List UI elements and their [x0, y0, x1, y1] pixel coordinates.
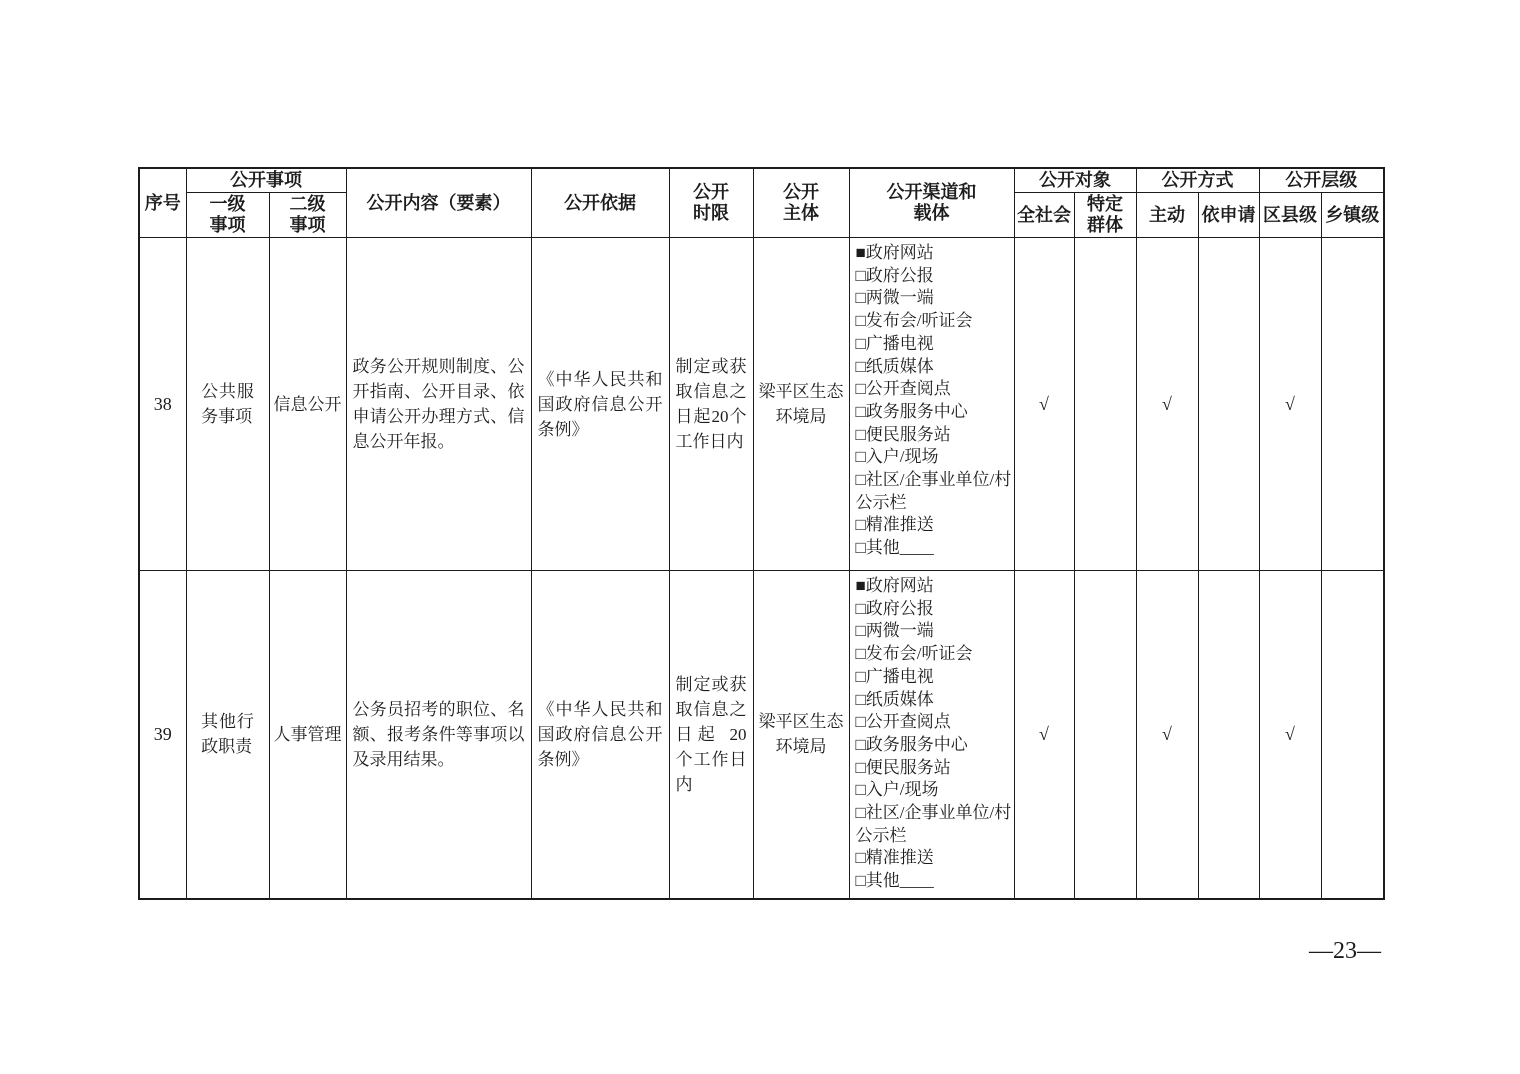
header-subject: 公开主体 — [753, 168, 849, 238]
basis-cell: 《中华人民共和国政府信息公开条例》 — [531, 238, 669, 571]
channel-checkbox-item: ■政府网站 — [855, 576, 934, 595]
table-row-38 — [139, 238, 1384, 571]
subject-cell: 梁平区生态环境局 — [753, 571, 849, 899]
disclosure-table — [138, 167, 1385, 900]
header-method-group: 公开方式 — [1136, 168, 1259, 193]
header-level-township: 乡镇级 — [1321, 193, 1384, 238]
header-channels: 公开渠道和载体 — [849, 168, 1014, 238]
channel-checkbox-item: ■政府网站 — [855, 243, 934, 262]
header-target-group: 公开对象 — [1014, 168, 1136, 193]
channel-checkbox-item: □纸质媒体 — [855, 356, 934, 376]
channel-checkbox-item: □社区/企事业单位/村公示栏 — [855, 470, 1012, 512]
channel-checkbox-item: □精准推送 — [855, 515, 934, 535]
level-district-check-cell: √ — [1259, 238, 1321, 571]
header-level-group: 公开层级 — [1259, 168, 1384, 193]
channel-checkbox-item: □公开查阅点 — [855, 379, 951, 399]
header-basis: 公开依据 — [531, 168, 669, 238]
header-serial: 序号 — [139, 168, 186, 238]
content-cell: 政务公开规则制度、公开指南、公开目录、依申请公开办理方式、信息公开年报。 — [346, 238, 531, 571]
header-method-on-request: 依申请 — [1198, 193, 1259, 238]
level2-item-cell: 人事管理 — [269, 571, 346, 899]
channel-checkbox-item: □精准推送 — [855, 848, 934, 868]
channel-checkbox-item: □公开查阅点 — [855, 712, 951, 732]
header-level2-item: 二级事项 — [269, 193, 346, 238]
channels-cell — [849, 571, 1014, 899]
header-level-district: 区县级 — [1259, 193, 1321, 238]
header-content: 公开内容（要素） — [346, 168, 531, 238]
channel-checkbox-item: □政府公报 — [855, 598, 934, 618]
basis-cell: 《中华人民共和国政府信息公开条例》 — [531, 571, 669, 899]
time-limit-cell: 制定或获取信息之日起20个工作日内 — [669, 238, 753, 571]
channel-checkbox-item: □两微一端 — [855, 288, 934, 308]
level-township-check-cell — [1321, 571, 1384, 899]
channel-checkbox-item: □其他____ — [855, 871, 934, 891]
method-on-request-check-cell — [1198, 571, 1259, 899]
method-active-check-cell: √ — [1136, 571, 1198, 899]
channel-checkbox-item: □政务服务中心 — [855, 401, 968, 421]
page-number: —23— — [1309, 938, 1381, 964]
target-specific-check-cell — [1074, 238, 1136, 571]
channel-checkbox-item: □广播电视 — [855, 666, 934, 686]
level-township-check-cell — [1321, 238, 1384, 571]
channel-checkbox-item: □其他____ — [855, 538, 934, 558]
level1-item-cell: 其他行政职责 — [186, 571, 269, 899]
level-district-check-cell: √ — [1259, 571, 1321, 899]
channel-checkbox-item: □纸质媒体 — [855, 689, 934, 709]
channel-checkbox-item: □便民服务站 — [855, 424, 951, 444]
channel-checkbox-item: □发布会/听证会 — [855, 644, 973, 664]
header-method-active: 主动 — [1136, 193, 1198, 238]
channels-cell — [849, 238, 1014, 571]
target-all-check-cell: √ — [1014, 238, 1074, 571]
method-active-check-cell: √ — [1136, 238, 1198, 571]
serial-cell: 39 — [139, 571, 186, 899]
channel-checkbox-item: □政务服务中心 — [855, 734, 968, 754]
table-row-39 — [139, 571, 1384, 899]
channel-checkbox-item: □入户/现场 — [855, 780, 939, 800]
channel-checkbox-item: □便民服务站 — [855, 757, 951, 777]
level1-item-cell: 公共服务事项 — [186, 238, 269, 571]
content-cell: 公务员招考的职位、名额、报考条件等事项以及录用结果。 — [346, 571, 531, 899]
channel-checkbox-item: □广播电视 — [855, 333, 934, 353]
target-specific-check-cell — [1074, 571, 1136, 899]
header-disclosure-item-group: 公开事项 — [186, 168, 346, 193]
channel-checkbox-item: □社区/企事业单位/村公示栏 — [855, 803, 1012, 845]
channel-checkbox-item: □两微一端 — [855, 621, 934, 641]
serial-cell: 38 — [139, 238, 186, 571]
header-target-specific: 特定群体 — [1074, 193, 1136, 238]
time-limit-cell: 制定或获取信息之日起 20 个工作日内 — [669, 571, 753, 899]
channel-checkbox-item: □入户/现场 — [855, 447, 939, 467]
target-all-check-cell: √ — [1014, 571, 1074, 899]
method-on-request-check-cell — [1198, 238, 1259, 571]
header-level1-item: 一级事项 — [186, 193, 269, 238]
channel-checkbox-item: □政府公报 — [855, 265, 934, 285]
channel-checkbox-item: □发布会/听证会 — [855, 311, 973, 331]
header-time-limit: 公开时限 — [669, 168, 753, 238]
header-target-all: 全社会 — [1014, 193, 1074, 238]
subject-cell: 梁平区生态环境局 — [753, 238, 849, 571]
level2-item-cell: 信息公开 — [269, 238, 346, 571]
